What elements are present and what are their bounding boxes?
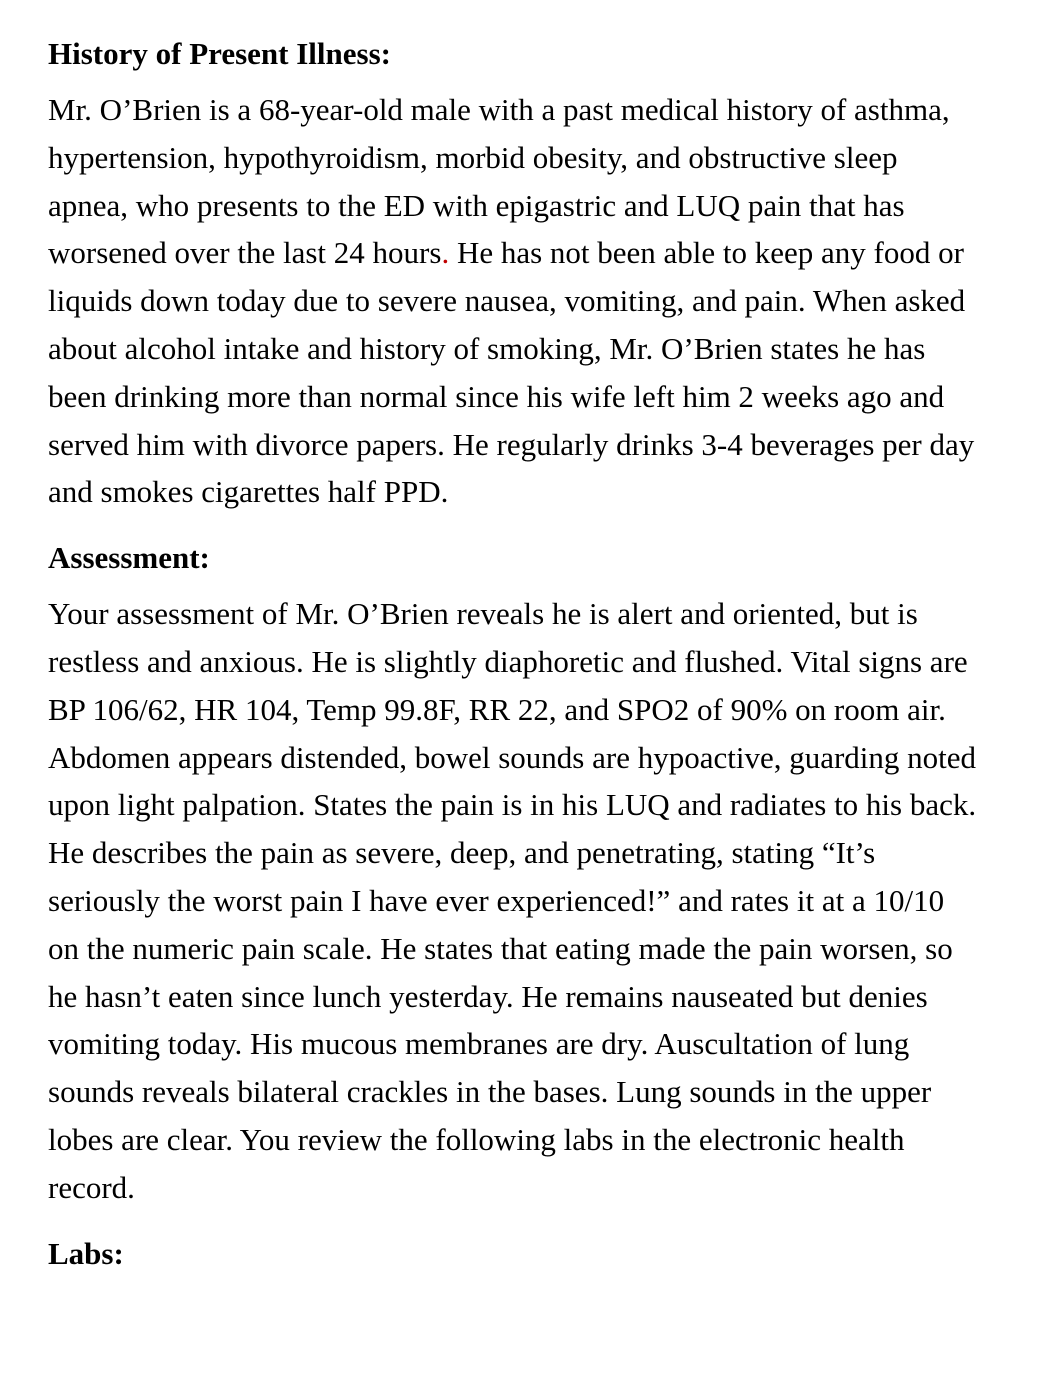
assessment-paragraph: Your assessment of Mr. O’Brien reveals he is alert and oriented, but is restless and anxious. He is slightly diaphoretic and flushed. Vital signs are BP 106/62, HR 104, Temp 99.8F, RR 22, and SPO2 of 90% on room air. Abdomen appears distended, bowel sounds are hypoactive, guarding noted upon light palpation. States the pain is in his LUQ and radiates to his back. He describes the pain as severe, deep, and penetrating, stating “It’s seriously the worst pain I have ever experienced!” and rates it at a 10/10 on the numeric pain scale. He states that eating made the pain worsen, so he hasn’t eaten since lunch yesterday. He remains nauseated but denies vomiting today. His mucous membranes are dry. Auscultation of lung sounds reveals bilateral crackles in the bases. Lung sounds in the upper lobes are clear. You review the following labs in the electronic health record. <box>48 596 977 1205</box>
hpi-red-period: . <box>441 235 450 271</box>
hpi-text-part2: He has not been able to keep any food or liquids down today due to severe nausea, vomiting, and pain. When asked about alcohol intake and history of smoking, Mr. O’Brien states he has been drinking more than normal since his wife left him 2 weeks ago and served him with divorce papers. He regularly drinks 3-4 beverages per day and smokes cigarettes half PPD. <box>48 235 975 510</box>
hpi-text-part1: Mr. O’Brien is a 68-year-old male with a past medical history of asthma, hypertension, hypothyroidism, morbid obesity, and obstructive sleep apnea, who presents to the ED with epigastric and LUQ pain that has worsened over the last 24 hours <box>48 92 950 271</box>
document-body <box>48 30 978 1278</box>
assessment-heading: Assessment: <box>48 540 210 576</box>
hpi-heading: History of Present Illness: <box>48 36 391 71</box>
hpi-paragraph <box>48 86 978 516</box>
labs-heading: Labs: <box>48 1235 124 1271</box>
